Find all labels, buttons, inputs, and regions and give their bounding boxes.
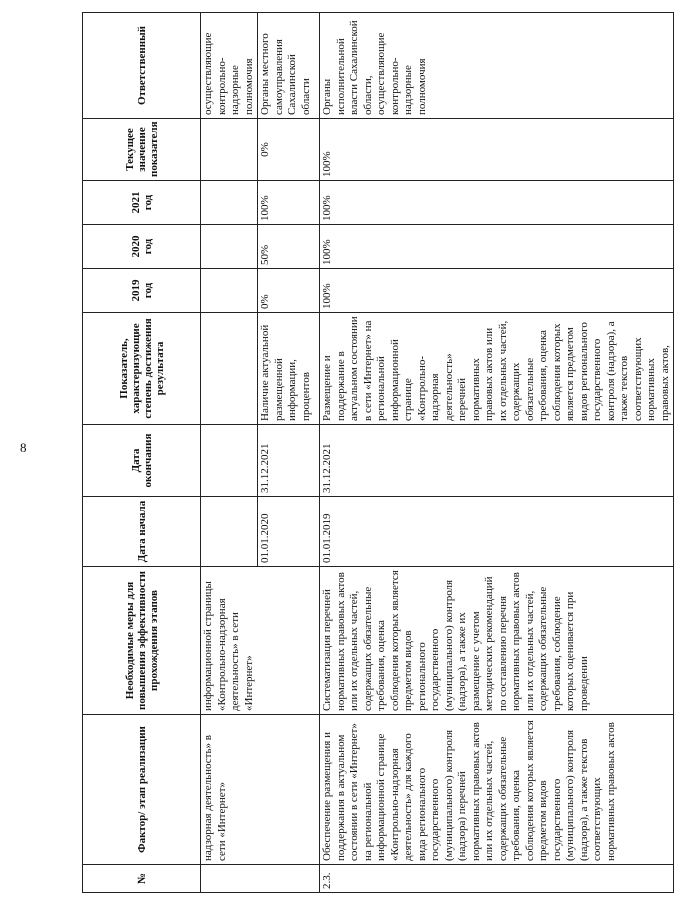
row2-factor: Обеспечение размещения и поддержания в актуальном состоянии в сети «Интернет» на региональной информационной странице «Контрольно-надзорная деятельность» для каждого вида регионального государственного (муниципального) контроля (надзора) перечней нормативных правовых актов или их отдельных частей, содержащих обязательные требования, оценка соблюдения которых является предметом видов государственного (муниципального) контроля (надзора), а также текстов соответствующих нормативных правовых актов xyxy=(320,715,674,865)
row1b-indicator: Наличие актуальной размещенной информации, процентов xyxy=(258,313,320,425)
row2-2019: 100% xyxy=(320,269,674,313)
row1-factor: надзорная деятельность» в сети «Интернет» xyxy=(201,715,320,865)
header-responsible: Ответственный xyxy=(83,13,201,119)
row1-empty-2020 xyxy=(201,225,258,269)
row2-start-date: 01.01.2019 xyxy=(320,497,674,567)
row1b-start-date: 01.01.2020 xyxy=(258,497,320,567)
row1-empty-current xyxy=(201,119,258,181)
row2-2021: 100% xyxy=(320,181,674,225)
header-indicator: Показатель, характеризующие степень достижения результата xyxy=(83,313,201,425)
row1b-current-value: 0% xyxy=(258,119,320,181)
row1-empty-indicator xyxy=(201,313,258,425)
header-number: № xyxy=(83,865,201,893)
row1-responsible: осуществляющие контрольно-надзорные полномочия xyxy=(201,13,258,119)
row1b-2019: 0% xyxy=(258,269,320,313)
row2-number: 2.3. xyxy=(320,865,674,893)
header-current-value: Текущее значение показателя xyxy=(83,119,201,181)
row2-current-value: 100% xyxy=(320,119,674,181)
row1-empty-start xyxy=(201,497,258,567)
row2-indicator: Размещение и поддержание в актуальном состоянии в сети «Интернет» на региональной информационной странице «Контрольно-надзорная деятельность» перечней нормативных правовых актов или их отдельных частей, содержащих обязательные требования, оценка соблюдения которых является предметом видов регионального государственного контроля (надзора), а также текстов соответствующих нормативных правовых актов, xyxy=(320,313,674,425)
page-number: 8 xyxy=(20,440,27,455)
row1b-2020: 50% xyxy=(258,225,320,269)
header-measures: Необходимые меры для повышения эффективности прохождения этапов xyxy=(83,567,201,715)
row2-measures: Систематизация перечней нормативных правовых актов или их отдельных частей, содержащих обязательные требования, оценка соблюдения которых является предметом видов регионального государственного (муниципального) контроля (надзора), а также их размещение с учетом методических рекомендаций по составлению перечня нормативных правовых актов или их отдельных частей, содержащих обязательные требования, соблюдение которых оценивается при проведении xyxy=(320,567,674,715)
table-row xyxy=(201,13,258,893)
row1b-responsible: Органы местного самоуправления Сахалинской области xyxy=(258,13,320,119)
table-row xyxy=(320,13,674,893)
row1b-2021: 100% xyxy=(258,181,320,225)
table-header-row xyxy=(83,13,201,893)
header-start-date: Дата начала xyxy=(83,497,201,567)
row1-measures: информационной страницы «Контрольно-надзорная деятельность» в сети «Интернет» xyxy=(201,567,320,715)
row1-empty-2019 xyxy=(201,269,258,313)
row2-2020: 100% xyxy=(320,225,674,269)
header-2020: 2020 год xyxy=(83,225,201,269)
header-2021: 2021 год xyxy=(83,181,201,225)
row1-number xyxy=(201,865,320,893)
header-2019: 2019 год xyxy=(83,269,201,313)
rotated-table-container xyxy=(82,13,671,893)
row1-empty-end xyxy=(201,425,258,497)
row2-end-date: 31.12.2021 xyxy=(320,425,674,497)
measures-table xyxy=(82,12,674,893)
row1b-end-date: 31.12.2021 xyxy=(258,425,320,497)
header-end-date: Дата окончания xyxy=(83,425,201,497)
header-factor: Фактор/ этап реализации xyxy=(83,715,201,865)
row1-empty-2021 xyxy=(201,181,258,225)
row2-responsible: Органы исполнительной власти Сахалинской области, осуществляющие контрольно-надзорные полномочия xyxy=(320,13,674,119)
